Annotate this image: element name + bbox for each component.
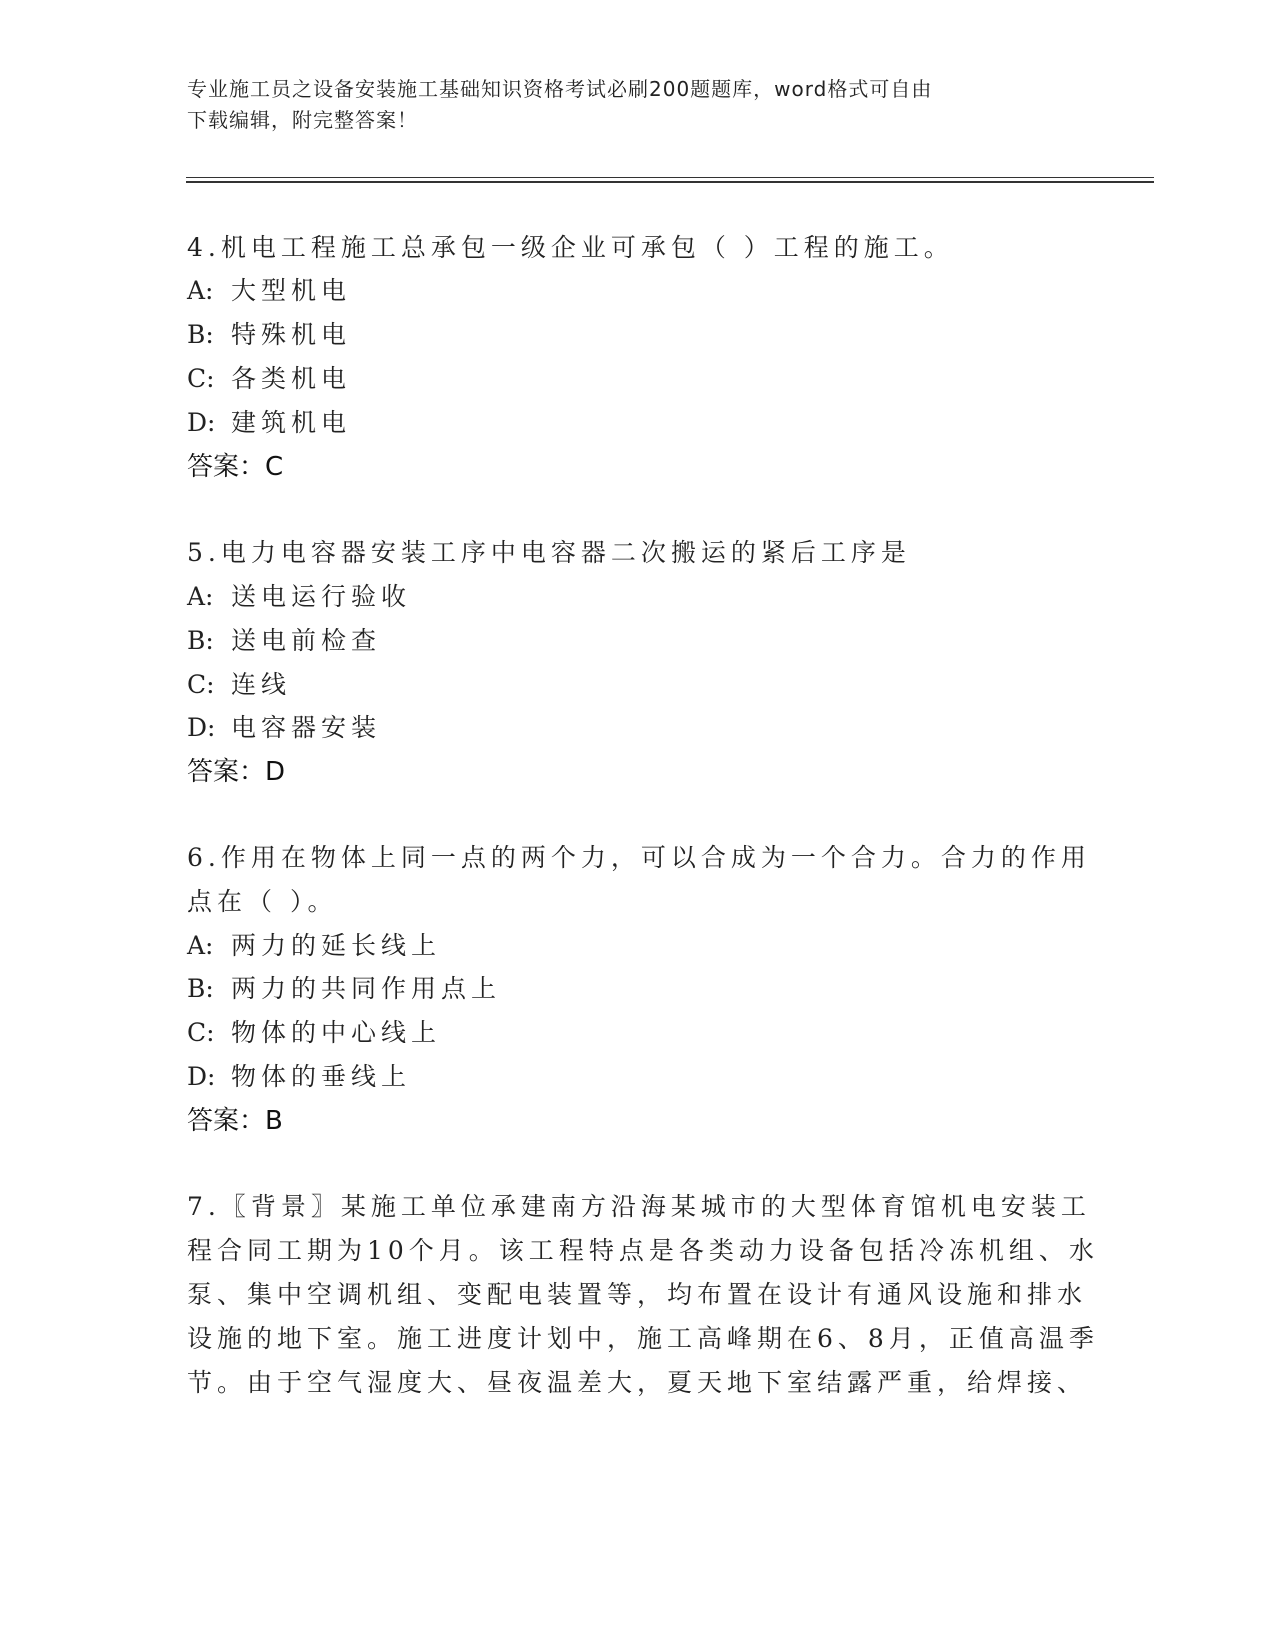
question-5-option-a [187,582,411,612]
question-5-answer: 答案：D [187,757,286,787]
question-6-answer: 答案：B [187,1106,283,1136]
question-7-stem-line-2: 程合同工期为10个月。该工程特点是各类动力设备包括冷冻机组、水 [187,1236,1099,1265]
option-key: D: [187,408,216,437]
option-text: 两力的共同作用点上 [231,974,502,1003]
question-7-stem-line-3: 泵、集中空调机组、变配电装置等，均布置在设计有通风设施和排水 [187,1280,1088,1309]
question-6-option-a [187,931,441,961]
question-4-option-b [187,320,351,350]
option-key: B: [187,974,214,1003]
question-5-option-b [187,626,381,656]
question-6-stem-line-2: 点在（ ）。 [187,887,338,916]
question-7-stem-line-1: 7.〖背景〗某施工单位承建南方沿海某城市的大型体育馆机电安装工 [187,1192,1091,1221]
question-4-option-d [187,408,351,438]
option-key: A: [187,582,214,611]
option-key: A: [187,931,214,960]
question-5-stem: 5.电力电容器安装工序中电容器二次搬运的紧后工序是 [187,538,911,567]
header-divider-thin [186,177,1154,178]
question-4-option-a [187,276,351,306]
option-key: C: [187,364,215,393]
option-text: 特殊机电 [231,320,352,349]
question-4-stem: 4.机电工程施工总承包一级企业可承包（ ）工程的施工。 [187,233,954,262]
header-line-2: 下载编辑，附完整答案！ [187,108,418,132]
question-7-stem-line-5: 节。由于空气湿度大、昼夜温差大，夏天地下室结露严重，给焊接、 [187,1368,1088,1397]
option-text: 送电前检查 [231,626,382,655]
option-key: D: [187,713,216,742]
option-text: 送电运行验收 [231,582,412,611]
question-7-stem-line-4: 设施的地下室。施工进度计划中，施工高峰期在6、8月，正值高温季 [187,1324,1099,1353]
option-key: A: [187,276,214,305]
question-5-option-d [187,713,381,743]
option-text: 各类机电 [231,364,352,393]
question-6-stem-line-1: 6.作用在物体上同一点的两个力，可以合成为一个合力。合力的作用 [187,843,1091,872]
option-key: C: [187,670,215,699]
option-text: 连线 [231,670,292,699]
option-text: 物体的垂线上 [231,1062,412,1091]
question-6-option-c [187,1018,441,1048]
question-4-answer: 答案：C [187,452,284,482]
option-key: B: [187,320,214,349]
option-text: 物体的中心线上 [231,1018,442,1047]
document-header [187,74,1067,136]
question-6-option-d [187,1062,411,1092]
option-text: 电容器安装 [231,713,382,742]
question-6-option-b [187,974,501,1004]
option-key: B: [187,626,214,655]
option-text: 建筑机电 [231,408,352,437]
option-key: D: [187,1062,216,1091]
header-line-1: 专业施工员之设备安装施工基础知识资格考试必刷200题题库，word格式可自由 [187,77,933,101]
option-text: 大型机电 [231,276,352,305]
header-divider-thick [186,181,1154,183]
option-key: C: [187,1018,215,1047]
question-5-option-c [187,670,291,700]
option-text: 两力的延长线上 [231,931,442,960]
question-4-option-c [187,364,351,394]
